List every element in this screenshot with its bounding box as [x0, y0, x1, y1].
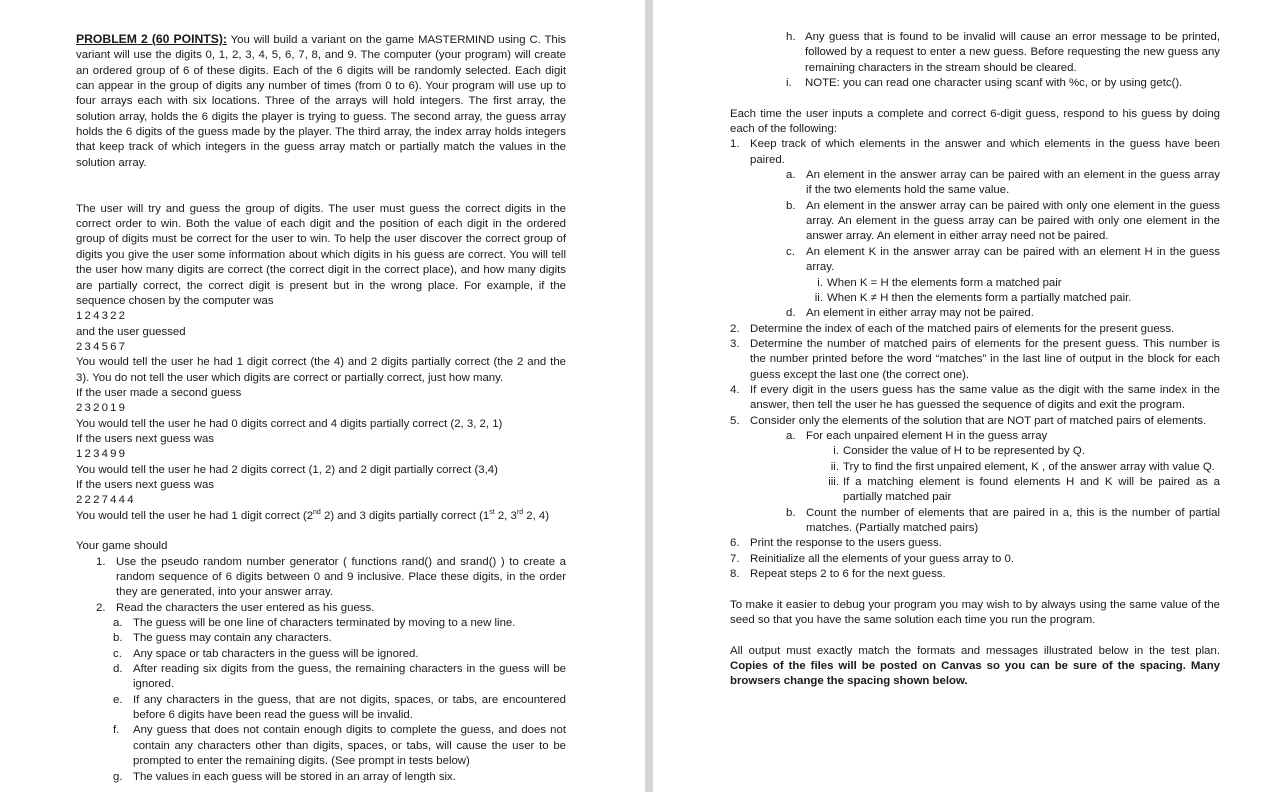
debug-paragraph: To make it easier to debug your program you may wish to by always using the same value of the seed so that you have the same solution each time you run the program. — [730, 598, 1220, 627]
list-item: d. An element in either array may not be paired. — [786, 307, 1034, 320]
list-item: 5. Consider only the elements of the solution that are NOT part of matched pairs of elements. — [730, 414, 1207, 427]
right-column — [730, 30, 1220, 690]
example-line: If the user made a second guess — [76, 386, 242, 399]
list-item: 1. Keep track of which elements in the answer and which elements in the guess have been paired. — [730, 138, 1220, 166]
example-guess: 232019 — [76, 402, 128, 415]
problem-title: PROBLEM 2 (60 POINTS): — [76, 32, 227, 46]
list-item: a. The guess will be one line of characters terminated by moving to a new line. — [113, 617, 516, 630]
example-response: You would tell the user he had 0 digits correct and 4 digits partially correct (2, 3, 2, 1) — [76, 417, 503, 430]
list-item: 6. Print the response to the users guess. — [730, 537, 942, 550]
steps-heading: Your game should — [76, 540, 168, 553]
list-item: 8. Repeat steps 2 to 6 for the next guess. — [730, 568, 946, 581]
list-item: 4. If every digit in the users guess has the same value as the digit with the same index in the answer, then tell the user he has guessed the sequence of digits and exit the program. — [730, 383, 1220, 412]
list-item: b. The guess may contain any characters. — [113, 632, 332, 645]
list-item: a. For each unpaired element H in the guess array — [786, 429, 1048, 442]
example-response: You would tell the user he had 1 digit correct (2nd 2) and 3 digits partially correct (1st 2, 3rd 2, 4) — [76, 508, 550, 522]
list-item: d. After reading six digits from the guess, the remaining characters in the guess will be ignored. — [113, 663, 566, 691]
list-item: g. The values in each guess will be stored in an array of length six. — [113, 770, 456, 783]
example-guess: 234567 — [76, 340, 128, 353]
example-sequence: 124322 — [76, 310, 128, 323]
list-item: ii. When K ≠ H then the elements form a partially matched pair. — [814, 291, 1132, 304]
intro-paragraph — [76, 32, 566, 171]
intro-text: You will build a variant on the game MASTERMIND using C. This variant will use the digits 0, 1, 2, 3, 4, 5, 6, 7, 8, and 9. The computer (your program) will create an ordered group of 6 of these digits. Each of the 6 digits will be randomly selected. Each digit can appear in the group of digits any number of times (from 0 to 6). Your program will use up to four arrays each with six locations. Three of the arrays will hold integers. The first array, the solution array, holds the 6 digits the player is trying to guess. The second array, the guess array holds the 6 digits of the guess made by the player. The third array, the index array holds integers that keep track of which integers in the guess array match or partially match the values in the solution array. — [76, 34, 566, 169]
list-item: a. An element in the answer array can be paired with an element in the guess array if the two elements hold the same value. — [786, 169, 1220, 197]
list-item: 2. Determine the index of each of the matched pairs of elements for the present guess. — [730, 322, 1175, 335]
example-response: You would tell the user he had 1 digit correct (the 4) and 2 digits partially correct (the 2 and the 3). You do not tell the user which digits are correct or partially correct, just how many. — [76, 356, 566, 384]
list-item: e. If any characters in the guess, that are not digits, spaces, or tabs, are encountered before 6 digits have been read the guess will be invalid. — [113, 693, 566, 722]
example-guess: 123499 — [76, 448, 128, 461]
list-item: b. Count the number of elements that are paired in a, this is the number of partial matches. (Partially matched pairs) — [786, 506, 1220, 534]
example-guess: 2227444 — [76, 494, 136, 507]
example-line: If the users next guess was — [76, 432, 215, 445]
list-item: h. Any guess that is found to be invalid will cause an error message to be printed, followed by a request to enter a new guess. Before requesting the new guess any remaining characters in the stream should be cleared. — [786, 31, 1220, 74]
list-item: 3. Determine the number of matched pairs of elements for the present guess. This number is the number printed before the word “matches” in the last line of output in the block for each guess except the last one (the correct one). — [730, 337, 1220, 381]
right-page — [653, 0, 1285, 792]
output-paragraph: All output must exactly match the formats and messages illustrated below in the test plan. Copies of the files will be posted on Canvas so you can be sure of the spacing. Many browsers change the spacing shown below. — [730, 644, 1220, 688]
list-item: i. NOTE: you can read one character using scanf with %c, or by using getc(). — [786, 77, 1183, 90]
list-item: c. An element K in the answer array can be paired with an element H in the guess array. — [786, 245, 1220, 274]
list-item: 2. Read the characters the user entered as his guess. — [96, 601, 375, 614]
list-item: 7. Reinitialize all the elements of your guess array to 0. — [730, 552, 1015, 565]
guess-rules-list — [76, 616, 566, 785]
left-column — [76, 32, 566, 785]
list-item: i. Consider the value of H to be represented by Q. — [833, 445, 1085, 458]
rules-paragraph: The user will try and guess the group of digits. The user must guess the correct digits in the correct order to win. Both the value of each digit and the position of each digit in the ordered group of digits must be correct for the user to win. To help the user discover the correct group of digits you give the user some information about which digits in his guess are correct. You will tell the user how many digits are correct (the correct digit in the correct place), and how many digits are partially correct, the correct digit is present but in the wrong place. For example, if the sequence chosen by the computer was — [76, 202, 566, 307]
example-line: If the users next guess was — [76, 478, 215, 491]
list-item: ii. Try to find the first unpaired element, K , of the answer array with value Q. — [830, 460, 1215, 473]
example-response: You would tell the user he had 2 digits correct (1, 2) and 2 digit partially correct (3,4) — [76, 463, 498, 476]
list-item: c. Any space or tab characters in the guess will be ignored. — [113, 647, 419, 660]
list-item: i. When K = H the elements form a matched pair — [817, 276, 1062, 289]
response-intro: Each time the user inputs a complete and correct 6-digit guess, respond to his guess by doing each of the following: — [730, 107, 1220, 136]
example-line: and the user guessed — [76, 325, 186, 338]
list-item: 1. Use the pseudo random number generator ( functions rand() and srand() ) to create a random sequence of 6 digits between 0 and 9 inclusive. Place these digits, in the order they are generated, into your answer array. — [96, 555, 566, 599]
list-item: f. Any guess that does not contain enough digits to complete the guess, and does not contain any characters other than digits, spaces, or tabs, will cause the user to be prompted to enter the remaining digits. (See prompt in tests below) — [113, 724, 566, 768]
list-item: b. An element in the answer array can be paired with only one element in the guess array. An element in the guess array can be paired with only one element in the answer array. An element in either array need not be paired. — [786, 199, 1220, 243]
list-item: iii. If a matching element is found elements H and K will be paired as a partially matched pair — [828, 475, 1220, 504]
